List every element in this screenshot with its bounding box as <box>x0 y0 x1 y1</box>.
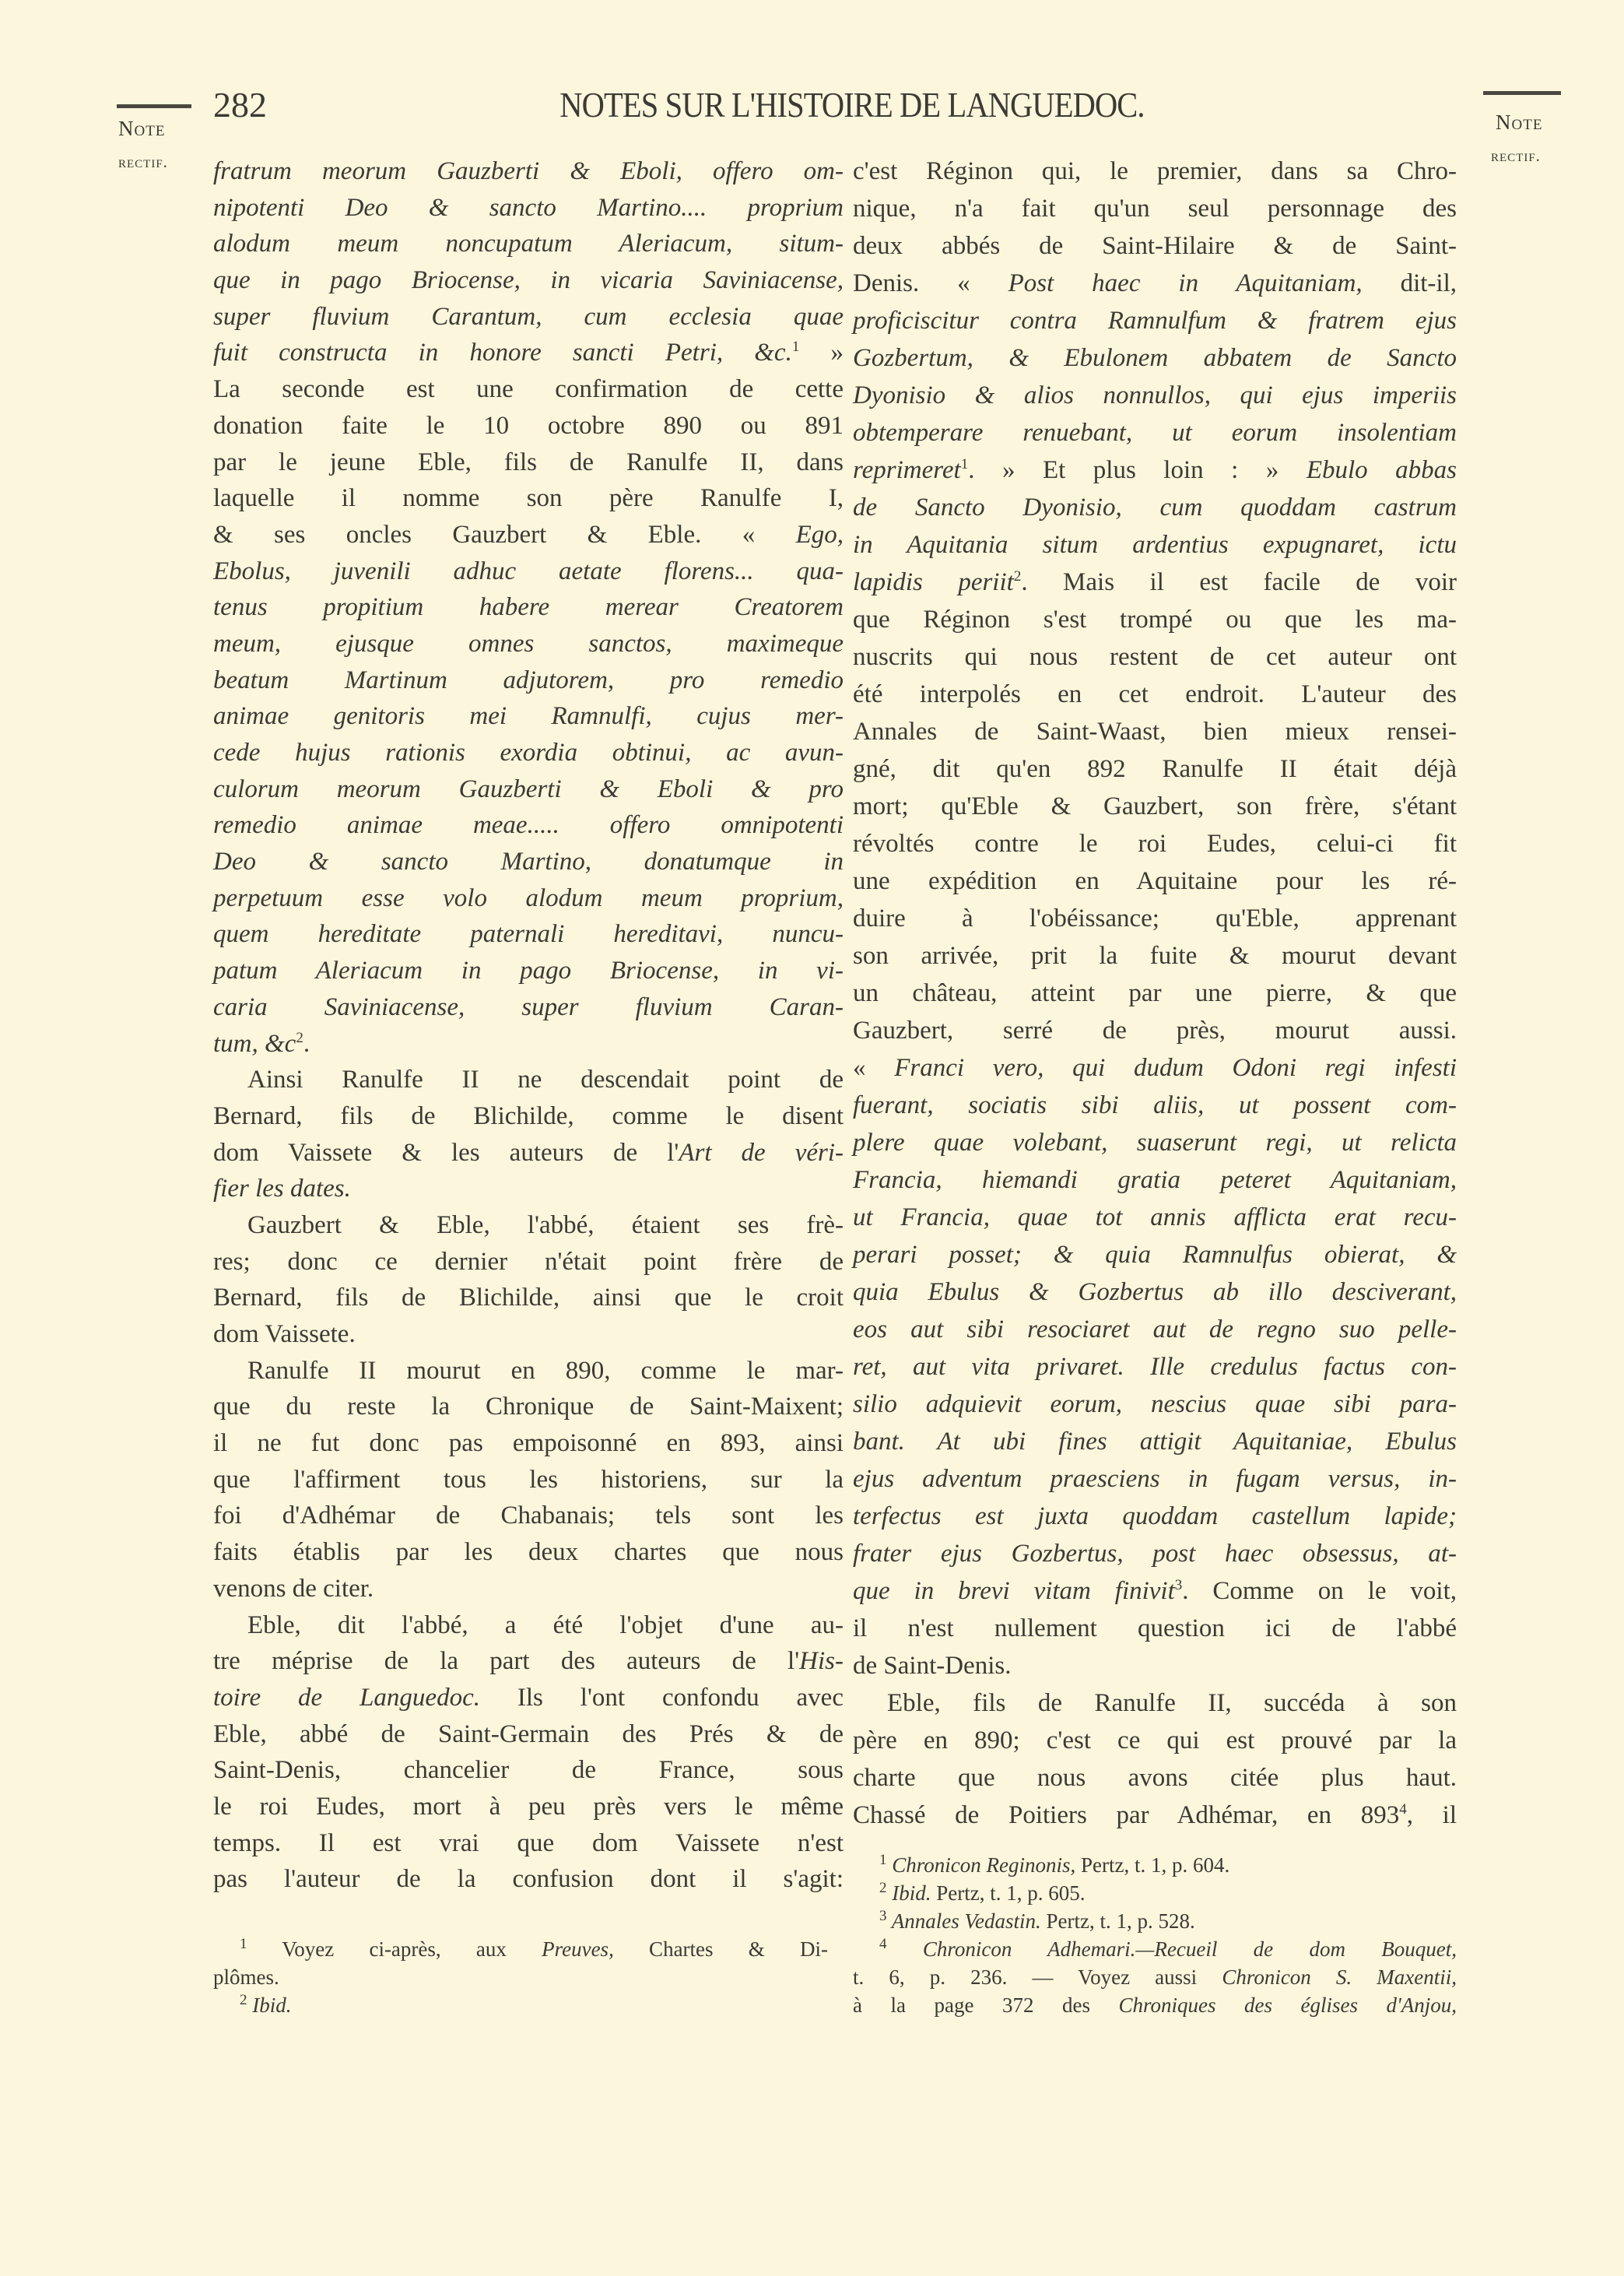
text-line <box>213 226 844 262</box>
text-line <box>213 1244 844 1280</box>
italic-text: animae genitoris mei Ramnulfi, cujus mer- <box>213 702 844 731</box>
text: plômes. <box>213 1965 279 1989</box>
text-line <box>853 825 1457 862</box>
italic-text: de Sancto Dyonisio, cum quoddam castrum <box>853 493 1457 522</box>
footnote-line <box>213 1991 828 2019</box>
italic-text: Gozbertum, & Ebulonem abbatem de Sancto <box>853 344 1457 372</box>
text: Ainsi Ranulfe II ne descendait point de <box>247 1066 844 1094</box>
text-line <box>213 371 844 408</box>
text: Pertz, t. 1, p. 528. <box>1040 1909 1195 1933</box>
text: temps. Il est vrai que dom Vaissete n'est <box>213 1828 844 1857</box>
text-line <box>213 335 844 371</box>
text-line <box>213 698 844 735</box>
text: Saint-Denis, chancelier de France, sous <box>213 1756 844 1785</box>
text: que l'affirment tous les historiens, sur la <box>213 1465 844 1494</box>
text: Gauzbert & Eble, l'abbé, étaient ses frè- <box>247 1210 844 1239</box>
italic-text: fuerant, sociatis sibi aliis, ut possent com- <box>853 1091 1457 1119</box>
text: mort; qu'Eble & Gauzbert, son frère, s'étant <box>853 792 1457 820</box>
text-line <box>213 589 844 626</box>
text: Ranulfe II mourut en 890, comme le mar- <box>247 1356 844 1385</box>
italic-text: ut Francia, quae tot annis afflicta erat recu- <box>853 1203 1457 1231</box>
text: été interpolés en cet endroit. L'auteur des <box>853 680 1457 708</box>
right-margin-note: Note <box>1496 111 1543 134</box>
text: , il <box>1406 1801 1457 1829</box>
footnote-line <box>853 1851 1457 1879</box>
text: « <box>853 1054 895 1082</box>
text-line <box>213 1571 844 1607</box>
text-line <box>213 1425 844 1462</box>
text-line <box>853 1012 1457 1049</box>
italic-text: quem hereditate paternali hereditavi, nuncu- <box>213 920 844 949</box>
italic-text: proficiscitur contra Ramnulfum & fratrem ejus <box>853 307 1457 335</box>
text: venons de citer. <box>213 1574 374 1603</box>
text: Chassé de Poitiers par Adhémar, en 893 <box>853 1801 1400 1829</box>
footnote-ref: 2 <box>296 1029 303 1046</box>
italic-text: que in pago Briocense, in vicaria Saviniacense, <box>213 266 844 295</box>
italic-text: patum Aleriacum in pago Briocense, in vi- <box>213 957 844 985</box>
text: . Mais il est facile de voir <box>1021 568 1457 596</box>
text: res; donc ce dernier n'était point frère de <box>213 1247 844 1276</box>
left-margin-note: Note <box>118 117 166 140</box>
text: Gauzbert, serré de près, mourut aussi. <box>853 1017 1457 1045</box>
italic-text: Post haec in Aquitaniam, <box>1008 269 1363 297</box>
footnote-ref: 1 <box>879 1852 887 1868</box>
text: le roi Eudes, mort à peu près vers le même <box>213 1792 844 1821</box>
footnote-ref: 1 <box>960 456 969 472</box>
italic-text: lapidis periit <box>853 568 1014 596</box>
text: Eble, fils de Ranulfe II, succéda à son <box>887 1689 1457 1717</box>
italic-text: caria Saviniacense, super fluvium Caran- <box>213 992 844 1021</box>
text: son arrivée, prit la fuite & mourut devant <box>853 942 1457 970</box>
text: que du reste la Chronique de Saint-Maixent; <box>213 1393 844 1421</box>
italic-text: perari posset; & quia Ramnulfus obierat, & <box>853 1241 1457 1269</box>
text-line <box>213 1026 844 1062</box>
text: » <box>799 339 844 367</box>
text-line <box>213 953 844 989</box>
italic-text: cede hujus rationis exordia obtinui, ac avun- <box>213 739 844 767</box>
italic-text: silio adquievit eorum, nescius quae sibi para- <box>853 1390 1457 1418</box>
italic-text: ret, aut vita privaret. Ille credulus factus con- <box>853 1353 1457 1381</box>
text-line <box>853 788 1457 825</box>
left-margin-rule <box>117 104 191 108</box>
text-line <box>853 1722 1457 1759</box>
italic-text: nipotenti Deo & sancto Martino.... proprium <box>213 193 844 222</box>
text: t. 6, p. 236. — Voyez aussi <box>853 1965 1222 1989</box>
text-line <box>853 1049 1457 1087</box>
text-line <box>213 735 844 771</box>
text-line <box>853 489 1457 526</box>
text-line <box>213 480 844 517</box>
text-line <box>853 862 1457 900</box>
text: duire à l'obéissance; qu'Eble, apprenant <box>853 904 1457 933</box>
text-line <box>213 262 844 299</box>
footnote-line <box>213 1963 828 1991</box>
text-line <box>213 1716 844 1753</box>
text: Eble, dit l'abbé, a été l'objet d'une au- <box>247 1610 844 1639</box>
text: gné, dit qu'en 892 Ranulfe II était déjà <box>853 755 1457 783</box>
italic-text: bant. At ubi fines attigit Aquitaniae, Ebulus <box>853 1428 1457 1456</box>
text-line <box>853 1647 1457 1684</box>
italic-text: Deo & sancto Martino, donatumque in <box>213 848 844 876</box>
text-line <box>853 1460 1457 1498</box>
text-line <box>213 408 844 444</box>
text-line <box>853 1087 1457 1124</box>
footnote-ref: 3 <box>879 1908 887 1924</box>
text-line <box>213 807 844 844</box>
left-footnotes <box>213 1935 828 2019</box>
text-line <box>213 1171 844 1207</box>
italic-text: Chronicon Reginonis, <box>886 1853 1076 1877</box>
text-line <box>853 377 1457 414</box>
footnote-ref: 2 <box>879 1880 887 1896</box>
text: foi d'Adhémar de Chabanais; tels sont les <box>213 1502 844 1530</box>
text-line <box>853 713 1457 750</box>
text-line <box>853 1124 1457 1161</box>
italic-text: His- <box>799 1647 844 1676</box>
text-line <box>853 153 1457 190</box>
italic-text: plere quae volebant, suaserunt regi, ut relicta <box>853 1129 1457 1157</box>
text-line <box>213 1389 844 1425</box>
footnote-line <box>213 1935 828 1963</box>
text-line <box>853 638 1457 676</box>
text: Chartes & Di- <box>613 1937 828 1961</box>
text: Denis. « <box>853 269 1008 297</box>
italic-text: Ebulo abbas <box>1306 456 1457 484</box>
text: pas l'auteur de la confusion dont il s'agit: <box>213 1865 844 1894</box>
italic-text: fratrum meorum Gauzberti & Eboli, offero om- <box>213 157 844 185</box>
text-line <box>853 750 1457 788</box>
text: donation faite le 10 octobre 890 ou 891 <box>213 411 844 440</box>
text-line <box>853 1797 1457 1834</box>
footnote-ref: 4 <box>879 1936 887 1952</box>
text: père en 890; c'est ce qui est prouvé par la <box>853 1726 1457 1754</box>
text-line <box>213 1861 844 1898</box>
text-line <box>213 299 844 335</box>
text-line <box>213 1789 844 1825</box>
text: Pertz, t. 1, p. 605. <box>931 1881 1086 1905</box>
right-margin-rectif: rectif. <box>1491 146 1541 165</box>
footnote-line <box>853 1963 1457 1991</box>
text-line <box>213 916 844 953</box>
text: nuscrits qui nous restent de cet auteur ont <box>853 643 1457 671</box>
text-line <box>853 451 1457 489</box>
text-line <box>853 937 1457 975</box>
left-margin-rectif: rectif. <box>118 153 168 171</box>
text-line <box>853 900 1457 937</box>
text: une expédition en Aquitaine pour les ré- <box>853 867 1457 895</box>
italic-text: toire de Languedoc. <box>213 1683 480 1712</box>
italic-text: fuit constructa in honore sancti Petri, &c. <box>213 339 792 367</box>
italic-text: reprimeret <box>853 456 961 484</box>
italic-text: Ego, <box>795 520 844 549</box>
text: Pertz, t. 1, p. 604. <box>1075 1853 1230 1877</box>
footnote-ref: 4 <box>1399 1801 1407 1818</box>
italic-text: frater ejus Gozbertus, post haec obsessus, at- <box>853 1540 1457 1568</box>
text: La seconde est une confirmation de cette <box>213 375 844 404</box>
text: . Comme on le voit, <box>1182 1577 1457 1605</box>
text: par le jeune Eble, fils de Ranulfe II, dans <box>213 448 844 476</box>
italic-text: Francia, hiemandi gratia peteret Aquitaniam, <box>853 1166 1457 1194</box>
italic-text: Preuves, <box>542 1937 614 1961</box>
text-line <box>853 190 1457 227</box>
text-line <box>853 414 1457 451</box>
text-line <box>213 1498 844 1534</box>
italic-text: meum, ejusque omnes sanctos, maximeque <box>213 629 844 658</box>
text: Bernard, fils de Blichilde, ainsi que le croit <box>213 1284 844 1312</box>
text: de Saint-Denis. <box>853 1652 1012 1680</box>
footnote-line <box>853 1991 1457 2019</box>
text-line <box>213 1098 844 1135</box>
italic-text: fier les dates. <box>213 1175 351 1203</box>
right-column <box>853 153 1457 1834</box>
text-line <box>853 1236 1457 1273</box>
text-line <box>853 975 1457 1012</box>
text-line <box>213 1316 844 1353</box>
text-line <box>213 1062 844 1098</box>
text-line <box>213 880 844 917</box>
text: un château, atteint par une pierre, & que <box>853 979 1457 1007</box>
text: il n'est nullement question ici de l'abbé <box>853 1614 1457 1642</box>
text-line <box>213 553 844 590</box>
text-line <box>853 1386 1457 1423</box>
text: . <box>303 1029 310 1058</box>
text: nique, n'a fait qu'un seul personnage des <box>853 195 1457 223</box>
text: Voyez ci-après, aux <box>247 1937 542 1961</box>
text-line <box>853 526 1457 564</box>
text-line <box>853 601 1457 638</box>
text: deux abbés de Saint-Hilaire & de Saint- <box>853 232 1457 260</box>
italic-text: super fluvium Carantum, cum ecclesia quae <box>213 302 844 331</box>
text-line <box>853 1423 1457 1460</box>
text: dom Vaissete. <box>213 1320 356 1348</box>
text-line <box>853 676 1457 713</box>
right-margin-rule <box>1483 91 1561 95</box>
italic-text: eos aut sibi resociaret aut de regno suo pelle- <box>853 1315 1457 1343</box>
footnote-ref: 3 <box>1174 1577 1183 1593</box>
text-line <box>213 1353 844 1389</box>
text: dit-il, <box>1362 269 1457 297</box>
text: faits établis par les deux chartes que nous <box>213 1538 844 1567</box>
italic-text: alodum meum noncupatum Aleriacum, situm- <box>213 230 844 258</box>
text-line <box>853 265 1457 302</box>
italic-text: remedio animae meae..... offero omnipotenti <box>213 811 844 840</box>
text-line <box>213 1280 844 1316</box>
text-line <box>213 771 844 808</box>
left-column <box>213 153 844 1898</box>
text: il ne fut donc pas empoisonné en 893, ainsi <box>213 1429 844 1458</box>
right-footnotes <box>853 1851 1457 2019</box>
footnote-ref: 2 <box>240 1992 247 2008</box>
text-line <box>213 1825 844 1862</box>
footnote-line <box>853 1907 1457 1935</box>
italic-text: que in brevi vitam finivit <box>853 1577 1175 1605</box>
text: laquelle il nomme son père Ranulfe I, <box>213 484 844 513</box>
text: c'est Réginon qui, le premier, dans sa Chro- <box>853 157 1457 185</box>
text-line <box>853 1498 1457 1535</box>
italic-text: quia Ebulus & Gozbertus ab illo desciverant, <box>853 1278 1457 1306</box>
text: charte que nous avons citée plus haut. <box>853 1764 1457 1792</box>
text-line <box>213 1643 844 1680</box>
italic-text: culorum meorum Gauzberti & Eboli & pro <box>213 774 844 803</box>
text-line <box>213 1462 844 1498</box>
italic-text: Dyonisio & alios nonnullos, qui ejus imperiis <box>853 381 1457 409</box>
text: Ils l'ont confondu avec <box>479 1683 844 1712</box>
footnote-line <box>853 1935 1457 1963</box>
italic-text: tenus propitium habere merear Creatorem <box>213 593 844 622</box>
text-line <box>213 444 844 481</box>
running-title: NOTES SUR L'HISTOIRE DE LANGUEDOC. <box>559 85 1145 125</box>
text-line <box>853 302 1457 339</box>
text-line <box>213 1207 844 1244</box>
text-line <box>213 1135 844 1171</box>
italic-text: Ibid. <box>247 1993 292 2017</box>
text-line <box>213 1534 844 1571</box>
italic-text: Art de véri- <box>679 1138 844 1167</box>
text-line <box>213 153 844 190</box>
text-line <box>853 1759 1457 1797</box>
text: à la page 372 des <box>853 1993 1119 2017</box>
text-line <box>213 190 844 227</box>
text-line <box>853 1535 1457 1572</box>
text: . » Et plus loin : » <box>968 456 1307 484</box>
text-line <box>213 1607 844 1644</box>
text-line <box>213 517 844 553</box>
italic-text: Chronicon Adhemari.—Recueil de dom Bouquet, <box>886 1937 1457 1961</box>
text-line <box>213 662 844 699</box>
text-line <box>853 1161 1457 1199</box>
text-line <box>853 1348 1457 1386</box>
italic-text: in Aquitania situm ardentius expugnaret, ictu <box>853 531 1457 559</box>
text: Bernard, fils de Blichilde, comme le disent <box>213 1101 844 1130</box>
footnote-ref: 1 <box>791 339 800 356</box>
text: tre méprise de la part des auteurs de l' <box>213 1647 800 1676</box>
text-line <box>853 1572 1457 1610</box>
text-line <box>213 844 844 880</box>
text: & ses oncles Gauzbert & Eble. « <box>213 520 796 549</box>
italic-text: beatum Martinum adjutorem, pro remedio <box>213 666 844 694</box>
footnote-ref: 1 <box>240 1936 247 1952</box>
text-line <box>213 1752 844 1789</box>
text: révoltés contre le roi Eudes, celui-ci fit <box>853 830 1457 858</box>
italic-text: tum, &c <box>213 1029 296 1058</box>
footnote-ref: 2 <box>1013 568 1022 585</box>
italic-text: Franci vero, qui dudum Odoni regi infesti <box>894 1054 1457 1082</box>
text: Eble, abbé de Saint-Germain des Prés & de <box>213 1719 844 1748</box>
text-line <box>853 1610 1457 1647</box>
text-line <box>853 1684 1457 1722</box>
italic-text: perpetuum esse volo alodum meum proprium, <box>213 883 844 912</box>
text: dom Vaissete & les auteurs de l' <box>213 1138 679 1167</box>
page-number: 282 <box>213 85 267 125</box>
text-line <box>853 1199 1457 1236</box>
text-line <box>853 564 1457 601</box>
italic-text: ejus adventum praesciens in fugam versus, in- <box>853 1465 1457 1493</box>
text: Annales de Saint-Waast, bien mieux rensei- <box>853 718 1457 746</box>
text-line <box>853 227 1457 265</box>
text-line <box>213 626 844 662</box>
italic-text: Ebolus, juvenili adhuc aetate florens... qua- <box>213 557 844 585</box>
text-line <box>853 1311 1457 1348</box>
italic-text: terfectus est juxta quoddam castellum lapide; <box>853 1502 1457 1530</box>
text: que Réginon s'est trompé ou que les ma- <box>853 606 1457 634</box>
italic-text: Annales Vedastin. <box>886 1909 1041 1933</box>
italic-text: Ibid. <box>886 1881 931 1905</box>
footnote-line <box>853 1879 1457 1907</box>
italic-text: Chroniques des églises d'Anjou, <box>1118 1993 1457 2017</box>
text-line <box>213 1680 844 1716</box>
italic-text: obtemperare renuebant, ut eorum insolentiam <box>853 419 1457 447</box>
text-line <box>853 1273 1457 1311</box>
text-line <box>213 989 844 1026</box>
italic-text: Chronicon S. Maxentii, <box>1222 1965 1457 1989</box>
text-line <box>853 339 1457 377</box>
